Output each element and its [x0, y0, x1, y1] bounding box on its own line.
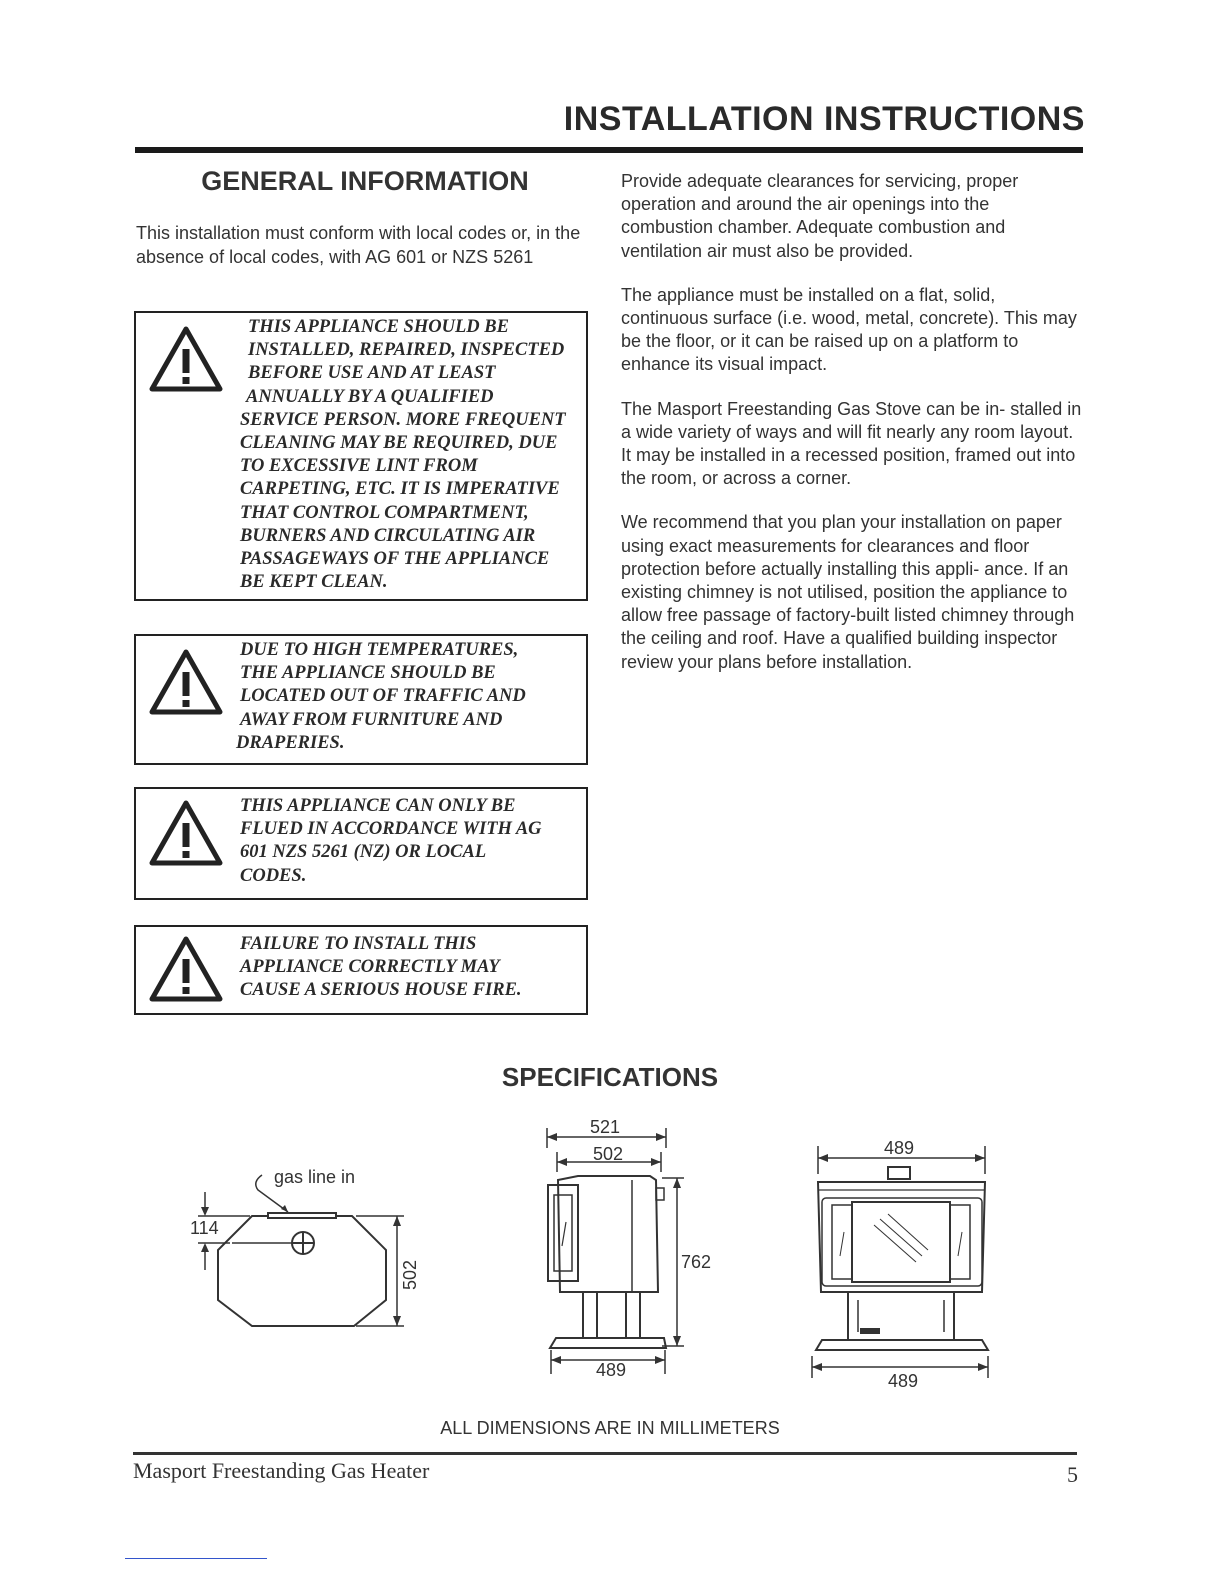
body-width-dimension: 502 [593, 1144, 624, 1164]
front-glass-window [852, 1202, 950, 1282]
stove-base-side [550, 1338, 666, 1348]
top-view-diagram [198, 1175, 404, 1326]
warning-line: TO EXCESSIVE LINT FROM [240, 456, 478, 477]
warning-line: CODES. [240, 865, 307, 886]
warning-line: THIS APPLIANCE SHOULD BE [248, 317, 509, 337]
offset-dimension: 114 [190, 1218, 219, 1238]
dimensions-note: ALL DIMENSIONS ARE IN MILLIMETERS [440, 1418, 780, 1438]
side-view-diagram [547, 1128, 684, 1374]
warning-line: THIS APPLIANCE CAN ONLY BE [240, 796, 516, 816]
warning-line: PASSAGEWAYS OF THE APPLIANCE [240, 549, 550, 570]
warning-line: CAUSE A SERIOUS HOUSE FIRE. [240, 980, 522, 1001]
footer-divider [133, 1452, 1077, 1455]
stove-base-front [816, 1340, 988, 1350]
warning-line: SERVICE PERSON. MORE FREQUENT [240, 409, 566, 430]
overall-width-dimension: 521 [590, 1117, 621, 1137]
paragraph: The appliance must be installed on a flat, solid, continuous surface (i.e. wood, metal, concrete). This may be the floor, or it can be raised up on a platform to enhance its visual impact. [621, 284, 1077, 375]
front-view-diagram [812, 1146, 988, 1378]
footer-title: Masport Freestanding Gas Heater [133, 1458, 430, 1483]
height-dimension: 762 [681, 1252, 712, 1272]
warning-line: APPLIANCE CORRECTLY MAY [240, 957, 500, 978]
warning-line: FAILURE TO INSTALL THIS [240, 934, 477, 954]
warning-line: FLUED IN ACCORDANCE WITH AG [240, 819, 542, 840]
side-base-width-dimension: 489 [596, 1360, 627, 1380]
top-width-dimension: 489 [884, 1138, 915, 1158]
warning-line: BE KEPT CLEAN. [240, 572, 388, 593]
front-base-width-dimension: 489 [888, 1371, 919, 1391]
paragraph: The Masport Freestanding Gas Stove can be in- stalled in a wide variety of ways and will fit nearly any room layout. It may be installed in a recessed position, framed out into the room, or across a corner. [621, 398, 1082, 489]
warning-line: CARPETING, ETC. IT IS IMPERATIVE [240, 479, 560, 500]
warning-line: BEFORE USE AND AT LEAST [248, 363, 496, 384]
side-panel [548, 1185, 578, 1281]
warning-line: BURNERS AND CIRCULATING AIR [240, 525, 536, 546]
scan-mark [125, 1558, 267, 1559]
warning-line: LOCATED OUT OF TRAFFIC AND [240, 686, 526, 707]
gas-inlet-plate [268, 1213, 336, 1218]
gas-line-label: gas line in [274, 1167, 356, 1187]
paragraph: Provide adequate clearances for servicing, proper operation and around the air openings into the combustion chamber. Adequate combustion and ventilation air must also be provided. [621, 171, 1019, 261]
warning-line: DRAPERIES. [236, 732, 345, 753]
paragraph: We recommend that you plan your installation on paper using exact measurements for clearances and floor protection before actually installing this appli- ance. If an existing chimney is not utilised, position the appliance to allow free passage of factory-built listed chimney through the ceiling and roof. Have a qualified building inspector review your plans before installation. [621, 512, 1075, 672]
warning-line: THE APPLIANCE SHOULD BE [240, 663, 496, 684]
page-number: 5 [1067, 1462, 1078, 1487]
warning-line: 601 NZS 5261 (NZ) OR LOCAL [240, 842, 487, 863]
masport-logo [860, 1328, 880, 1334]
warning-line: ANNUALLY BY A QUALIFIED [246, 386, 494, 407]
warning-line: THAT CONTROL COMPARTMENT, [240, 502, 529, 523]
warning-line: INSTALLED, REPAIRED, INSPECTED [248, 340, 565, 361]
page-title: INSTALLATION INSTRUCTIONS [563, 100, 1085, 138]
depth-dimension: 502 [400, 1259, 420, 1290]
general-information-heading: GENERAL INFORMATION [201, 166, 529, 196]
general-intro-paragraph: This installation must conform with local codes or, in the absence of local codes, with AG 601 or NZS 5261 [136, 223, 581, 267]
warning-line: CLEANING MAY BE REQUIRED, DUE [240, 433, 558, 454]
stove-body-side [558, 1176, 658, 1292]
warning-line: DUE TO HIGH TEMPERATURES, [240, 640, 519, 660]
warning-line: AWAY FROM FURNITURE AND [240, 709, 503, 730]
flue-collar [888, 1167, 910, 1179]
specifications-heading: SPECIFICATIONS [501, 1062, 719, 1092]
